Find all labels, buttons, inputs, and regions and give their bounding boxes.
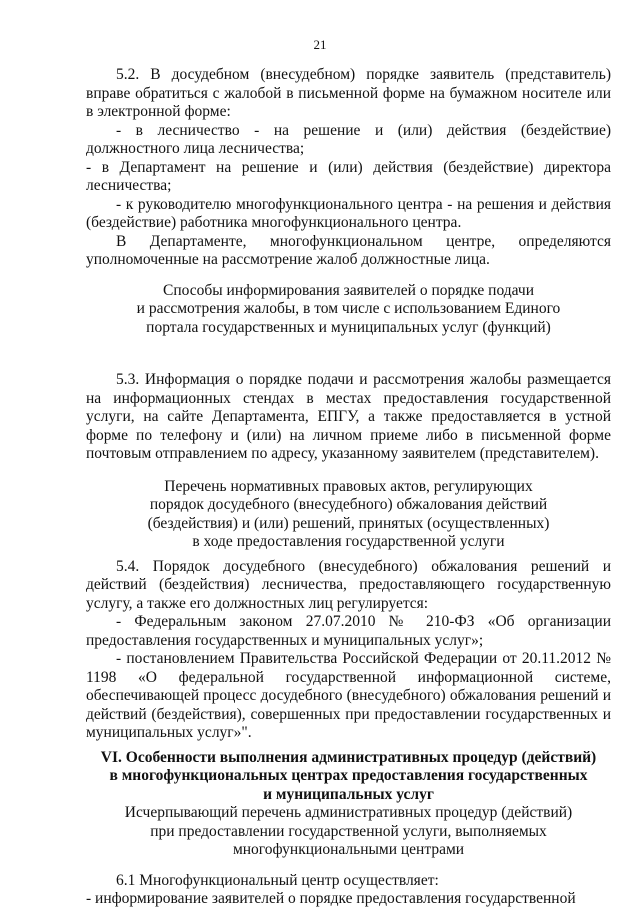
document-body: [86, 66, 611, 909]
subheading-line: в ходе предоставления государственной услуги: [192, 533, 505, 550]
subheading-line: портала государственных и муниципальных услуг (функций): [146, 318, 551, 336]
paragraph-dept-officials: В Департаменте, многофункциональном центре, определяются уполномоченные на рассмотрение жалоб должностные лица.: [86, 232, 611, 268]
paragraph-5-2: 5.2. В досудебном (внесудебном) порядке заявитель (представитель) вправе обратиться с жалобой в письменной форме на бумажном носителе или в электронной форме:: [86, 66, 611, 120]
section-title-line: и муниципальных услуг: [263, 785, 434, 803]
page-number: 21: [313, 37, 327, 52]
subheading-procedures-list: [86, 804, 611, 860]
subheading-line: Исчерпывающий перечень административных процедур (действий): [124, 804, 573, 821]
list-item-mfc-head: - к руководителю многофункционального центра - на решения и действия (бездействие) работника многофункционального центра.: [86, 195, 611, 231]
subheading-line: (бездействия) и (или) решений, принятых (осуществленных): [147, 514, 550, 532]
subheading-line: многофункциональными центрами: [232, 841, 465, 858]
list-item-informing: - информирование заявителей о порядке предоставления государственной: [86, 890, 576, 907]
subheading-line: Способы информирования заявителей о порядке подачи: [162, 281, 535, 299]
subheading-informing-methods: [86, 282, 611, 338]
section-6-title: [86, 749, 611, 805]
list-item-department: - в Департамент на решение и (или) действия (бездействие) директора лесничества;: [86, 158, 611, 194]
subheading-line: порядок досудебного (внесудебного) обжалования действий: [149, 496, 548, 513]
list-item-government-decree: - постановлением Правительства Российской Федерации от 20.11.2012 № 1198 «О федеральной государственной информационной системе, обеспечивающей процесс досудебного (внесудебного) обжалования решений и действий (бездействия), совершенных при предоставлении государственных и муниципальных услуг»".: [86, 650, 611, 741]
section-title-line: VI. Особенности выполнения административных процедур (действий): [100, 748, 597, 766]
subheading-line: Перечень нормативных правовых актов, регулирующих: [164, 477, 533, 495]
paragraph-5-4: 5.4. Порядок досудебного (внесудебного) обжалования решений и действий (бездействия) лесничества, предоставляющего государственную услугу, а также его должностных лиц регулируется:: [86, 557, 611, 612]
paragraph-6-1: 6.1 Многофункциональный центр осуществляет:: [116, 871, 439, 889]
list-item-forestry: - в лесничество - на решение и (или) действия (бездействие) должностного лица лесничества;: [86, 121, 611, 157]
subheading-line: при предоставлении государственной услуги, выполняемых: [150, 822, 547, 840]
section-title-line: в многофункциональных центрах предоставления государственных: [109, 767, 588, 784]
subheading-line: и рассмотрения жалобы, в том числе с использованием Единого: [136, 300, 561, 317]
subheading-legal-acts: [86, 478, 611, 552]
paragraph-5-3: 5.3. Информация о порядке подачи и рассмотрения жалобы размещается на информационных стендах в местах предоставления государственной услуги, на сайте Департамента, ЕПГУ, а также предоставляется в устной форме по телефону и (или) на личном приеме либо в письменной форме почтовым отправлением по адресу, указанному заявителем (представителем).: [86, 371, 611, 462]
list-item-federal-law: - Федеральным законом 27.07.2010 № 210-ФЗ «Об организации предоставления государственных и муниципальных услуг»;: [86, 613, 611, 649]
